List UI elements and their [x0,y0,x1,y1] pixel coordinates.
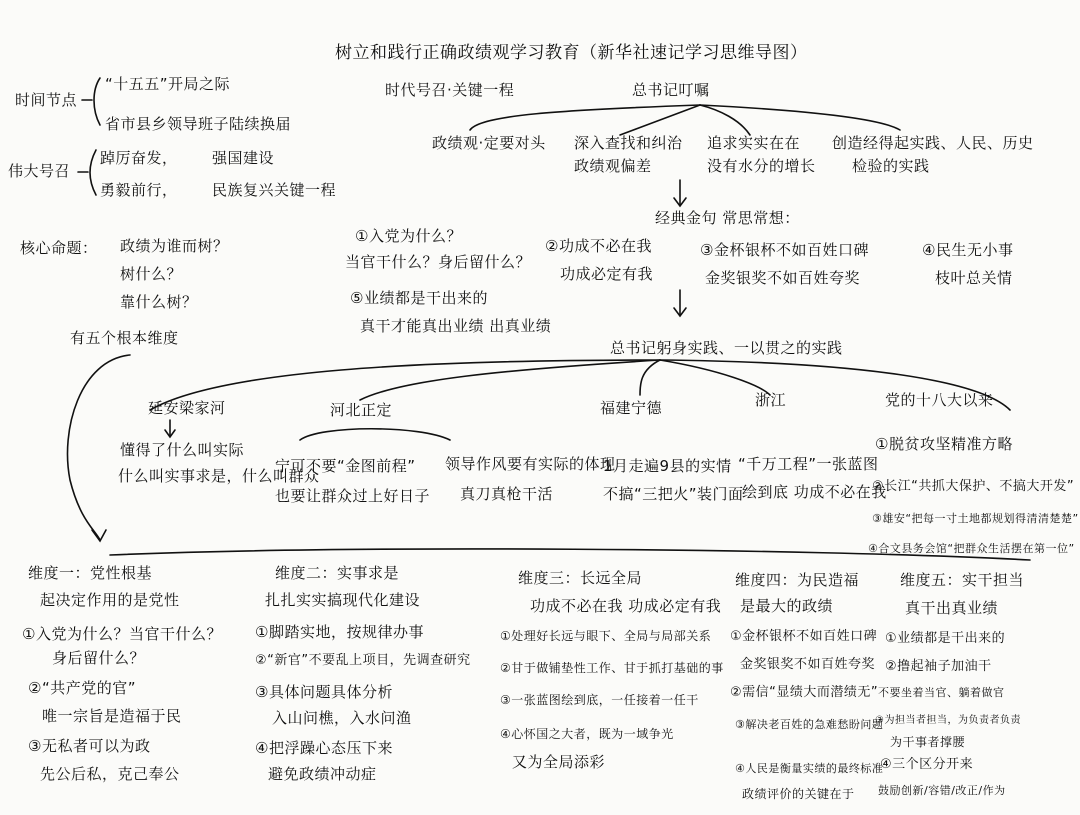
top-branch-4a: 创造经得起实践、人民、历史 [832,134,1034,152]
five-dimensions-label: 有五个根本维度 [70,329,179,347]
place-zhejiang-l1: “千万工程”一张蓝图 [738,455,879,473]
general-secretary-instruction: 总书记叮嘱 [632,81,710,99]
core-question-3: 靠什么树？ [120,293,198,311]
dimension-4-item: 政绩评价的关键在于 [742,787,855,801]
dimension-3-item: ④心怀国之大者，既为一域争光 [500,727,674,741]
top-branch-2a: 深入查找和纠治 [574,134,683,152]
quote-5b: 真干才能真出业绩 出真业绩 [360,317,552,335]
dimension-2-item: 避免政绩冲动症 [268,765,377,783]
place-18th-l4: ④合文县务会馆“把群众生活摆在第一位” [868,542,1075,555]
practice-label: 总书记躬身实践、一以贯之的实践 [610,339,843,357]
dimension-2-title: 维度二：实事求是 [275,564,400,582]
place-zhejiang-l2: 绘到底 功成不必在我 [742,483,887,501]
dimension-1-sub: 起决定作用的是党性 [40,591,180,609]
place-18th-congress: 党的十八大以来 [885,391,994,409]
core-question-1: 政绩为谁而树？ [120,237,229,255]
top-branch-1: 政绩观·定要对头 [432,134,546,152]
dimension-3-item: ②甘于做铺垫性工作、甘于抓打基础的事 [500,661,724,675]
dimension-2-sub: 扎扎实实搞现代化建设 [265,591,421,609]
dimension-4-sub: 是最大的政绩 [740,597,834,615]
great-call-item-3: 勇毅前行， [100,181,178,199]
top-branch-4b: 检验的实践 [852,157,930,175]
quote-5a: ⑤业绩都是干出来的 [350,289,488,307]
page-title: 树立和践行正确政绩观学习教育（新华社速记学习思维导图） [335,43,808,63]
core-question-2: 树什么？ [120,265,183,283]
place-hebei: 河北正定 [330,401,393,419]
place-yanan-l2: 什么叫实事求是，什么叫群众 [118,467,320,485]
dimension-5-item: 鼓励创新/容错/改正/作为 [878,784,1006,797]
place-hebei2-l1: 领导作风要有实际的体现 [445,455,616,473]
place-18th-l1: ①脱贫攻坚精准方略 [875,435,1013,453]
quote-2a: ②功成不必在我 [545,237,652,255]
dimension-5-sub: 真干出真业绩 [905,599,999,617]
dimension-4-title: 维度四：为民造福 [735,571,860,589]
quote-1b: 当官干什么？身后留什么？ [345,253,532,271]
dimension-2-item: ④把浮躁心态压下来 [255,739,393,757]
dimension-4-item: 金奖银奖不如百姓夸奖 [740,657,876,672]
dimension-1-item: 唯一宗旨是造福于民 [42,707,182,725]
dimension-2-item: 入山问樵，入水问渔 [272,709,412,727]
dimension-5-item: ①业绩都是干出来的 [885,631,1006,646]
dimension-5-item: ②撸起袖子加油干 [885,659,992,674]
top-branch-2b: 政绩观偏差 [574,157,652,175]
place-hebei-l2: 也要让群众过上好日子 [275,487,431,505]
dimension-1-item: ②“共产党的官” [28,679,136,697]
dimension-2-item: ①脚踏实地，按规律办事 [255,623,424,641]
quote-4a: ④民生无小事 [922,241,1014,259]
quote-3b: 金奖银奖不如百姓夸奖 [705,269,861,287]
place-hebei-l1: 宁可不要“金图前程” [275,457,416,475]
dimension-5-item: 不要坐着当官、躺着做官 [878,686,1005,699]
place-yanan: 延安梁家河 [148,399,226,417]
great-call-label: 伟大号召 [8,162,71,180]
dimension-3-sub: 功成不必在我 功成必定有我 [530,597,722,615]
subtitle: 时代号召·关键一程 [385,81,515,99]
dimension-3-item: ①处理好长远与眼下、全局与局部关系 [500,629,712,643]
dimension-1-item: ③无私者可以为政 [28,737,151,755]
dimension-3-item: 又为全局添彩 [512,753,606,771]
dimension-2-item: ②“新官”不要乱上项目，先调查研究 [255,653,471,668]
dimension-1-item: ①入党为什么？当官干什么？ [22,625,222,643]
place-18th-l3: ③雄安“把每一寸土地都规划得清清楚楚” [872,512,1079,525]
place-18th-l2: ②长江“共抓大保护、不搞大开发” [872,479,1075,494]
place-fujian-l2: 不搞“三把火”装门面 [603,485,744,503]
time-node-label: 时间节点 [15,91,78,109]
top-branch-3a: 追求实实在在 [707,134,801,152]
dimension-3-item: ③一张蓝图绘到底，一任接着一任干 [500,693,699,707]
dimension-5-item: ③为担当者担当，为负责者负责 [875,715,1021,726]
place-zhejiang: 浙江 [755,391,787,409]
quote-3a: ③金杯银杯不如百姓口碑 [700,241,869,259]
dimension-4-item: ③解决老百姓的急难愁盼问题 [735,718,884,731]
place-fujian: 福建宁德 [600,399,663,417]
dimension-5-item: ④三个区分开来 [880,757,974,772]
core-proposition-label: 核心命题： [20,239,98,257]
great-call-item-1: 踔厉奋发， [100,149,178,167]
dimension-1-item: 先公后私，克己奉公 [40,765,180,783]
classic-quotes-label: 经典金句 常思常想： [655,209,800,227]
quote-2b: 功成必定有我 [560,265,654,283]
time-node-item-2: 省市县乡领导班子陆续换届 [105,115,292,133]
quote-1a: ①入党为什么？ [355,227,462,245]
time-node-item-1: “十五五”开局之际 [105,75,231,93]
quote-4b: 枝叶总关情 [935,269,1013,287]
great-call-item-4: 民族复兴关键一程 [212,181,337,199]
dimension-5-title: 维度五：实干担当 [900,571,1025,589]
dimension-1-title: 维度一：党性根基 [28,564,153,582]
great-call-item-2: 强国建设 [212,149,275,167]
top-branch-3b: 没有水分的增长 [707,157,816,175]
place-hebei2-l2: 真刀真枪干活 [460,485,554,503]
dimension-4-item: ④人民是衡量实绩的最终标准 [735,762,884,775]
dimension-1-item: 身后留什么？ [52,649,146,667]
dimension-2-item: ③具体问题具体分析 [255,683,393,701]
dimension-4-item: ②需信“显绩大而潜绩无” [730,685,879,700]
dimension-5-item: 为干事者撑腰 [890,735,966,749]
dimension-3-title: 维度三：长远全局 [518,569,643,587]
place-yanan-l1: 懂得了什么叫实际 [120,441,245,459]
dimension-4-item: ①金杯银杯不如百姓口碑 [730,629,878,644]
place-fujian-l1: 1月走遍9县的实情 [603,457,732,475]
